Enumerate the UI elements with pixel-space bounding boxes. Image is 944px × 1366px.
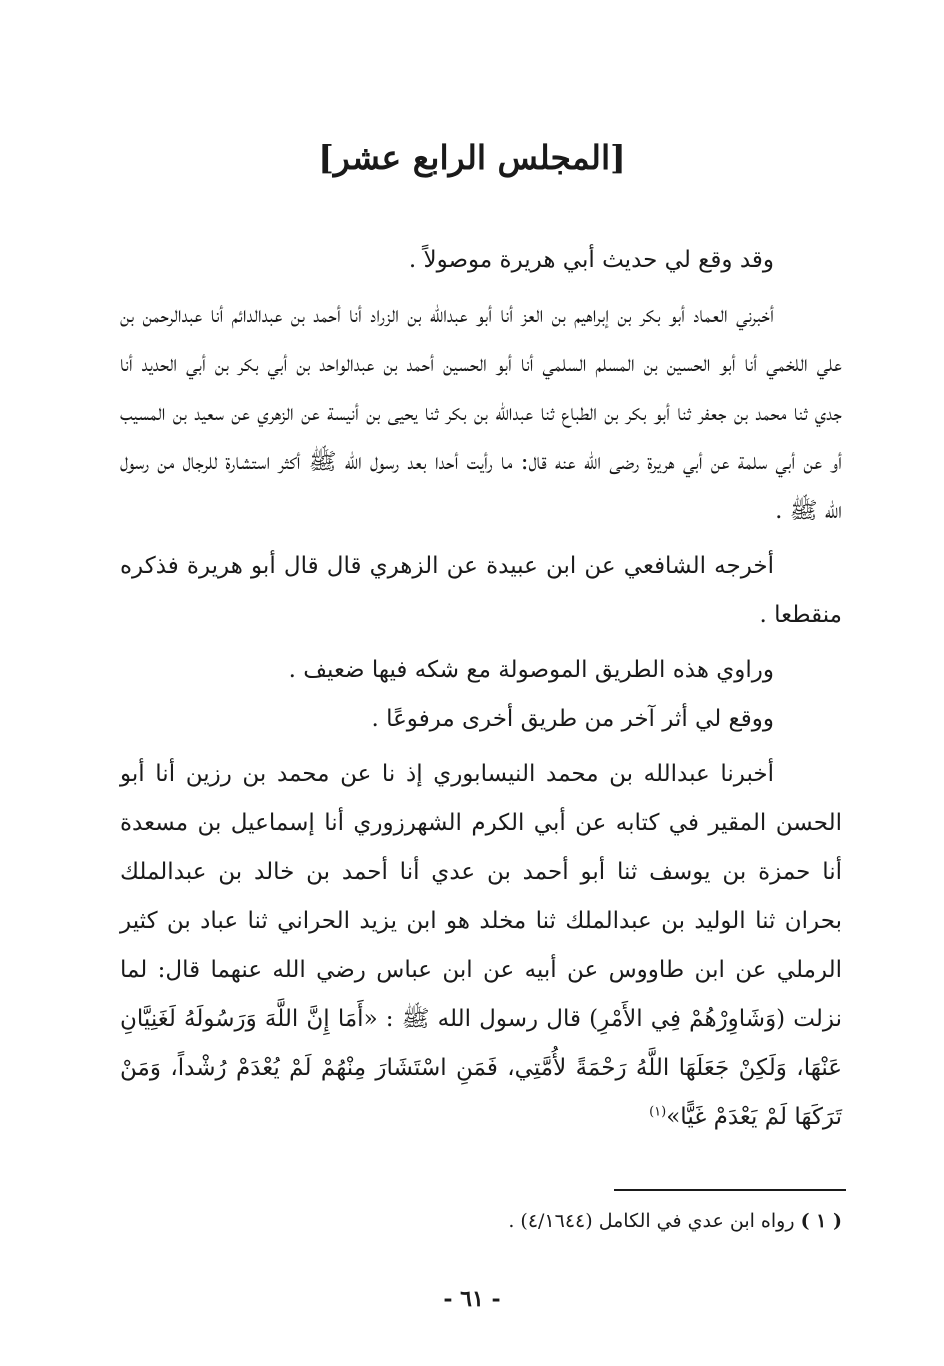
paragraph-2: أخبرني العماد أبو بكر بن إبراهيم بن العز أنا أبو عبدالله بن الزراد أنا أحمد بن عبدالدائم أنا عبدالرحمن بن علي اللخمي أنا أبو الحسين بن المسلم السلمي أنا أبو الحسين أحمد بن عبدالواحد بن أبي بكر بن أبي الحديد أنا جدي ثنا محمد بن جعفر ثنا أبو بكر بن الطباع ثنا عبدالله بن بكر ثنا يحيى بن أنيسة عن الزهري عن سعيد بن المسيب أو عن أبي سلمة عن أبي هريرة رضى الله عنه قال: ما رأيت أحدا بعد رسول الله ﷺ أكثر استشارة للرجال من رسول الله ﷺ . xyxy=(120,302,842,524)
paragraph-5: ووقع لي أثر آخر من طريق أخرى مرفوعًا . xyxy=(371,706,774,732)
paragraph-6 xyxy=(120,750,842,1142)
paragraph-1: وقد وقع لي حديث أبي هريرة موصولاً . xyxy=(408,247,774,273)
paragraph-4: وراوي هذه الطريق الموصولة مع شكه فيها ضعيف . xyxy=(288,657,774,683)
page-number: - ٦١ - xyxy=(443,1286,501,1312)
paragraph-6-text: أخبرنا عبدالله بن محمد النيسابوري إذ نا عن محمد بن رزين أنا أبو الحسن المقير في كتابه عن أبي الكرم الشهرزوري أنا إسماعيل بن مسعدة أنا حمزة بن يوسف ثنا أبو أحمد بن عدي أنا أحمد بن خالد بن عبدالملك بحران ثنا الوليد بن عبدالملك ثنا مخلد هو ابن يزيد الحراني ثنا عباد بن كثير الرملي عن ابن طاووس عن أبيه عن ابن عباس رضي الله عنهما قال: لما نزلت (وَشَاوِرْهُمْ فِي الأَمْرِ) قال رسول الله ﷺ : «أَمَا إِنَّ اللَّهَ وَرَسُولَهُ لَغَنِيَّانِ عَنْهَا، وَلَكِنْ جَعَلَهَا اللَّهُ رَحْمَةً لأُمَّتِي، فَمَنِ اسْتَشَارَ مِنْهُمْ لَمْ يُعْدَمْ رُشْداً، وَمَنْ تَرَكَهَا لَمْ يَعْدَمْ غَيًّا» xyxy=(120,761,842,1130)
footnote xyxy=(120,1203,842,1239)
footnote-number: ( ١ ) xyxy=(800,1210,842,1232)
footnote-divider xyxy=(614,1189,846,1191)
body-text xyxy=(120,236,842,1142)
footnote-reference: (١) xyxy=(649,1104,667,1120)
section-title: [المجلس الرابع عشر] xyxy=(318,138,626,177)
footnote-text: رواه ابن عدي في الكامل (٤/١٦٤٤) . xyxy=(508,1210,795,1232)
paragraph-3: أخرجه الشافعي عن ابن عبيدة عن الزهري قال قال أبو هريرة فذكره منقطعا . xyxy=(120,553,842,628)
